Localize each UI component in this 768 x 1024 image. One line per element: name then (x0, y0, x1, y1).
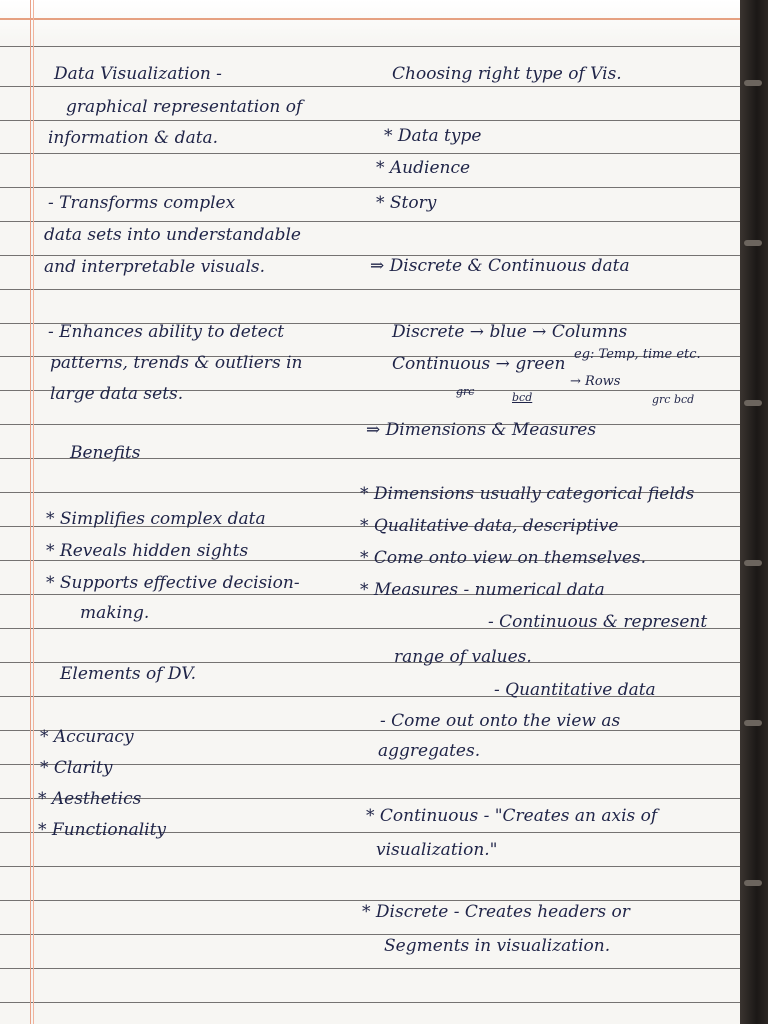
choosing-heading: Choosing right type of Vis. (392, 64, 622, 84)
choosing-item: * Audience (376, 158, 471, 178)
benefits-heading: Benefits (70, 443, 141, 463)
note-annotation: eg: Temp, time etc. (574, 347, 701, 362)
ruled-line (0, 289, 740, 290)
note-title: Data Visualization - (54, 64, 222, 84)
note-line: - Transforms complex (48, 193, 236, 213)
element-item: * Aesthetics (38, 789, 142, 809)
element-item: * Accuracy (40, 727, 134, 747)
binding-ring (744, 880, 762, 886)
note-line: data sets into understandable (44, 225, 301, 245)
note-line: * Continuous - "Creates an axis of (366, 806, 658, 826)
choosing-item: * Story (376, 193, 437, 213)
binding-ring (744, 400, 762, 406)
note-line: aggregates. (378, 741, 481, 761)
choosing-item: * Data type (384, 126, 482, 146)
element-item: * Clarity (40, 758, 113, 778)
section-heading: ⇒ Discrete & Continuous data (370, 256, 630, 276)
note-line: range of values. (394, 647, 532, 667)
ruled-line (0, 221, 740, 222)
note-line: - Come out onto the view as (380, 711, 621, 731)
note-line: Continuous → green (392, 354, 566, 374)
dimension-item: * Measures - numerical data (360, 580, 605, 600)
elements-heading: Elements of DV. (60, 664, 196, 684)
note-annotation: → Rows (570, 374, 621, 389)
note-line: visualization." (376, 840, 498, 860)
note-line: Discrete → blue → Columns (392, 322, 628, 342)
ruled-line (0, 662, 740, 663)
binding-ring (744, 240, 762, 246)
note-annotation: g̶r̶c̶ (456, 385, 475, 398)
benefit-item: * Simplifies complex data (46, 509, 266, 529)
ruled-line (0, 120, 740, 121)
binding-ring (744, 80, 762, 86)
margin-line (30, 0, 31, 1024)
note-line: - Quantitative data (494, 680, 656, 700)
page-top-margin (0, 0, 740, 42)
dimension-item: * Dimensions usually categorical fields (360, 484, 695, 504)
ruled-line (0, 153, 740, 154)
note-annotation: bcd (512, 391, 533, 404)
note-line: and interpretable visuals. (44, 257, 266, 277)
element-item: * Functionality (38, 820, 167, 840)
margin-line (33, 0, 34, 1024)
ruled-line (0, 86, 740, 87)
note-line: information & data. (48, 128, 219, 148)
benefit-item: * Reveals hidden sights (46, 541, 249, 561)
ruled-line (0, 934, 740, 935)
section-heading: ⇒ Dimensions & Measures (366, 420, 597, 440)
benefit-item: * Supports effective decision- (46, 573, 300, 593)
ruled-line (0, 968, 740, 969)
ruled-line (0, 46, 740, 47)
binding-ring (744, 720, 762, 726)
note-line: making. (80, 603, 150, 623)
note-annotation: grc bcd (652, 393, 695, 406)
note-line: * Discrete - Creates headers or (362, 902, 630, 922)
note-line: - Continuous & represent (488, 612, 708, 632)
note-line: large data sets. (50, 384, 184, 404)
note-line: graphical representation of (66, 97, 303, 117)
notebook-spine (740, 0, 768, 1024)
binding-ring (744, 560, 762, 566)
note-line: patterns, trends & outliers in (50, 353, 303, 373)
ruled-line (0, 187, 740, 188)
ruled-line (0, 1002, 740, 1003)
note-line: Segments in visualization. (384, 936, 611, 956)
ruled-line (0, 866, 740, 867)
dimension-item: * Come onto view on themselves. (360, 548, 647, 568)
dimension-item: * Qualitative data, descriptive (360, 516, 619, 536)
note-line: - Enhances ability to detect (48, 322, 285, 342)
ruled-line (0, 900, 740, 901)
top-edge-line (0, 18, 740, 20)
